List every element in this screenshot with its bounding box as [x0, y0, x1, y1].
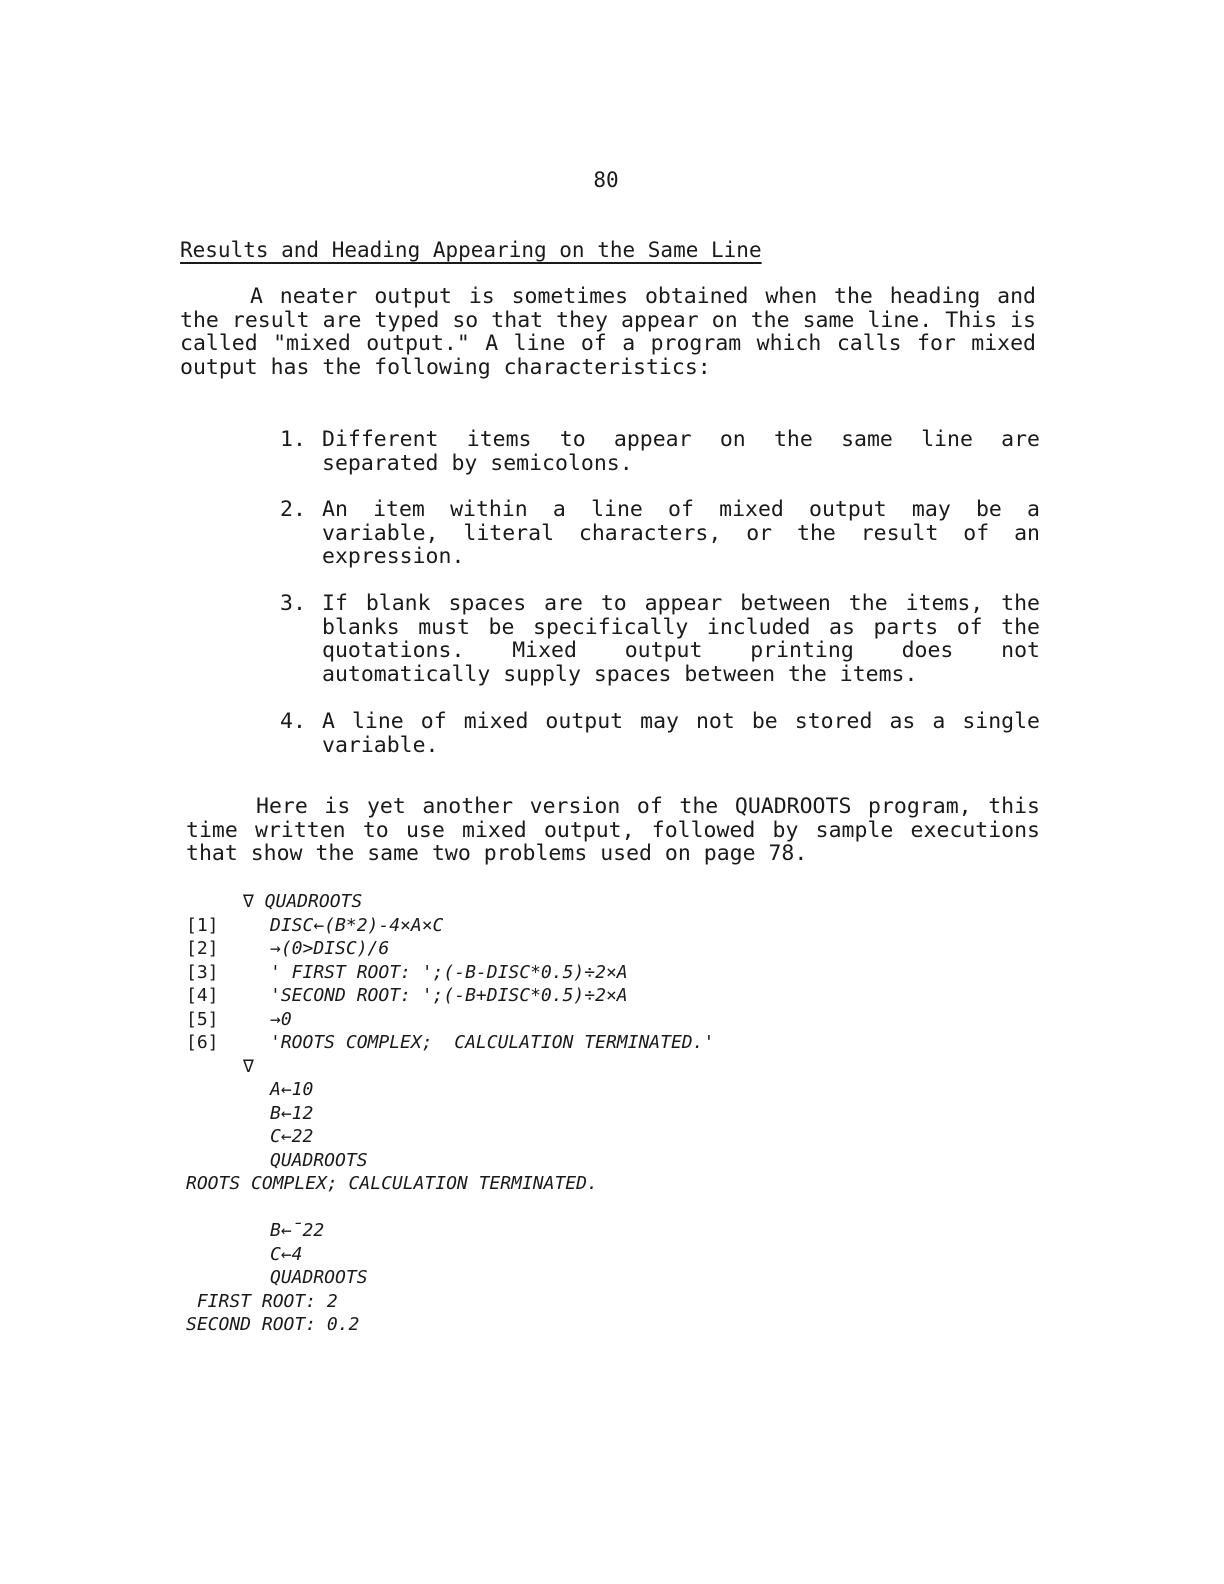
- list-number: 4.: [280, 709, 306, 734]
- list-number: 2.: [280, 497, 306, 522]
- list-item: [280, 592, 1040, 686]
- line-label: [4]: [186, 985, 219, 1006]
- intro-paragraph: [180, 285, 1036, 379]
- program-intro-paragraph: [186, 795, 1040, 866]
- session-input: A←10: [270, 1079, 314, 1100]
- page-number: 80: [593, 168, 619, 192]
- session-output: FIRST ROOT: 2: [186, 1291, 338, 1312]
- program-intro-text: Here is yet another version of the QUADROOTS program, this time written to use mixed output, followed by sample executions that show the same two problems used on page 78.: [186, 794, 1040, 867]
- list-number: 3.: [280, 591, 306, 616]
- line-label: [3]: [186, 962, 219, 983]
- list-text: If blank spaces are to appear between the items, the blanks must be specifically included as parts of the quotations. Mixed output printing does not automatically supply spaces between the items.: [322, 591, 1040, 687]
- program-line: →(0>DISC)/6: [270, 938, 390, 959]
- program-line: ' FIRST ROOT: ';(-B-DISC*0.5)÷2×A: [270, 962, 628, 983]
- section-heading: Results and Heading Appearing on the Same Line: [180, 238, 762, 262]
- session-input: QUADROOTS: [270, 1267, 368, 1288]
- session-output: SECOND ROOT: 0.2: [186, 1314, 360, 1335]
- list-text: A line of mixed output may not be stored as a single variable.: [322, 709, 1040, 758]
- session-output: ROOTS COMPLEX; CALCULATION TERMINATED.: [186, 1173, 598, 1194]
- list-text: Different items to appear on the same line are separated by semicolons.: [322, 427, 1040, 476]
- program-line: DISC←(B*2)-4×A×C: [270, 915, 444, 936]
- session-input: QUADROOTS: [270, 1150, 368, 1171]
- list-number: 1.: [280, 427, 306, 452]
- list-item: [280, 428, 1040, 475]
- program-line: 'ROOTS COMPLEX; CALCULATION TERMINATED.': [270, 1032, 715, 1053]
- session-input: B←¯22: [270, 1220, 325, 1241]
- line-label: [5]: [186, 1009, 219, 1030]
- line-label: [2]: [186, 938, 219, 959]
- session-input: C←22: [270, 1126, 314, 1147]
- list-text: An item within a line of mixed output may be a variable, literal characters, or the result of an expression.: [322, 497, 1040, 570]
- session-input: B←12: [270, 1103, 314, 1124]
- program-footer: ∇: [243, 1056, 254, 1077]
- line-label: [1]: [186, 915, 219, 936]
- program-line: 'SECOND ROOT: ';(-B+DISC*0.5)÷2×A: [270, 985, 628, 1006]
- intro-text: A neater output is sometimes obtained when the heading and the result are typed so that they appear on the same line. This is called "mixed output." A line of a program which calls for mixed output has the following characteristics:: [180, 284, 1036, 380]
- line-label: [6]: [186, 1032, 219, 1053]
- list-item: [280, 710, 1040, 757]
- list-item: [280, 498, 1040, 569]
- program-header: ∇ QUADROOTS: [243, 891, 363, 912]
- session-input: C←4: [270, 1244, 303, 1265]
- program-line: →0: [270, 1009, 292, 1030]
